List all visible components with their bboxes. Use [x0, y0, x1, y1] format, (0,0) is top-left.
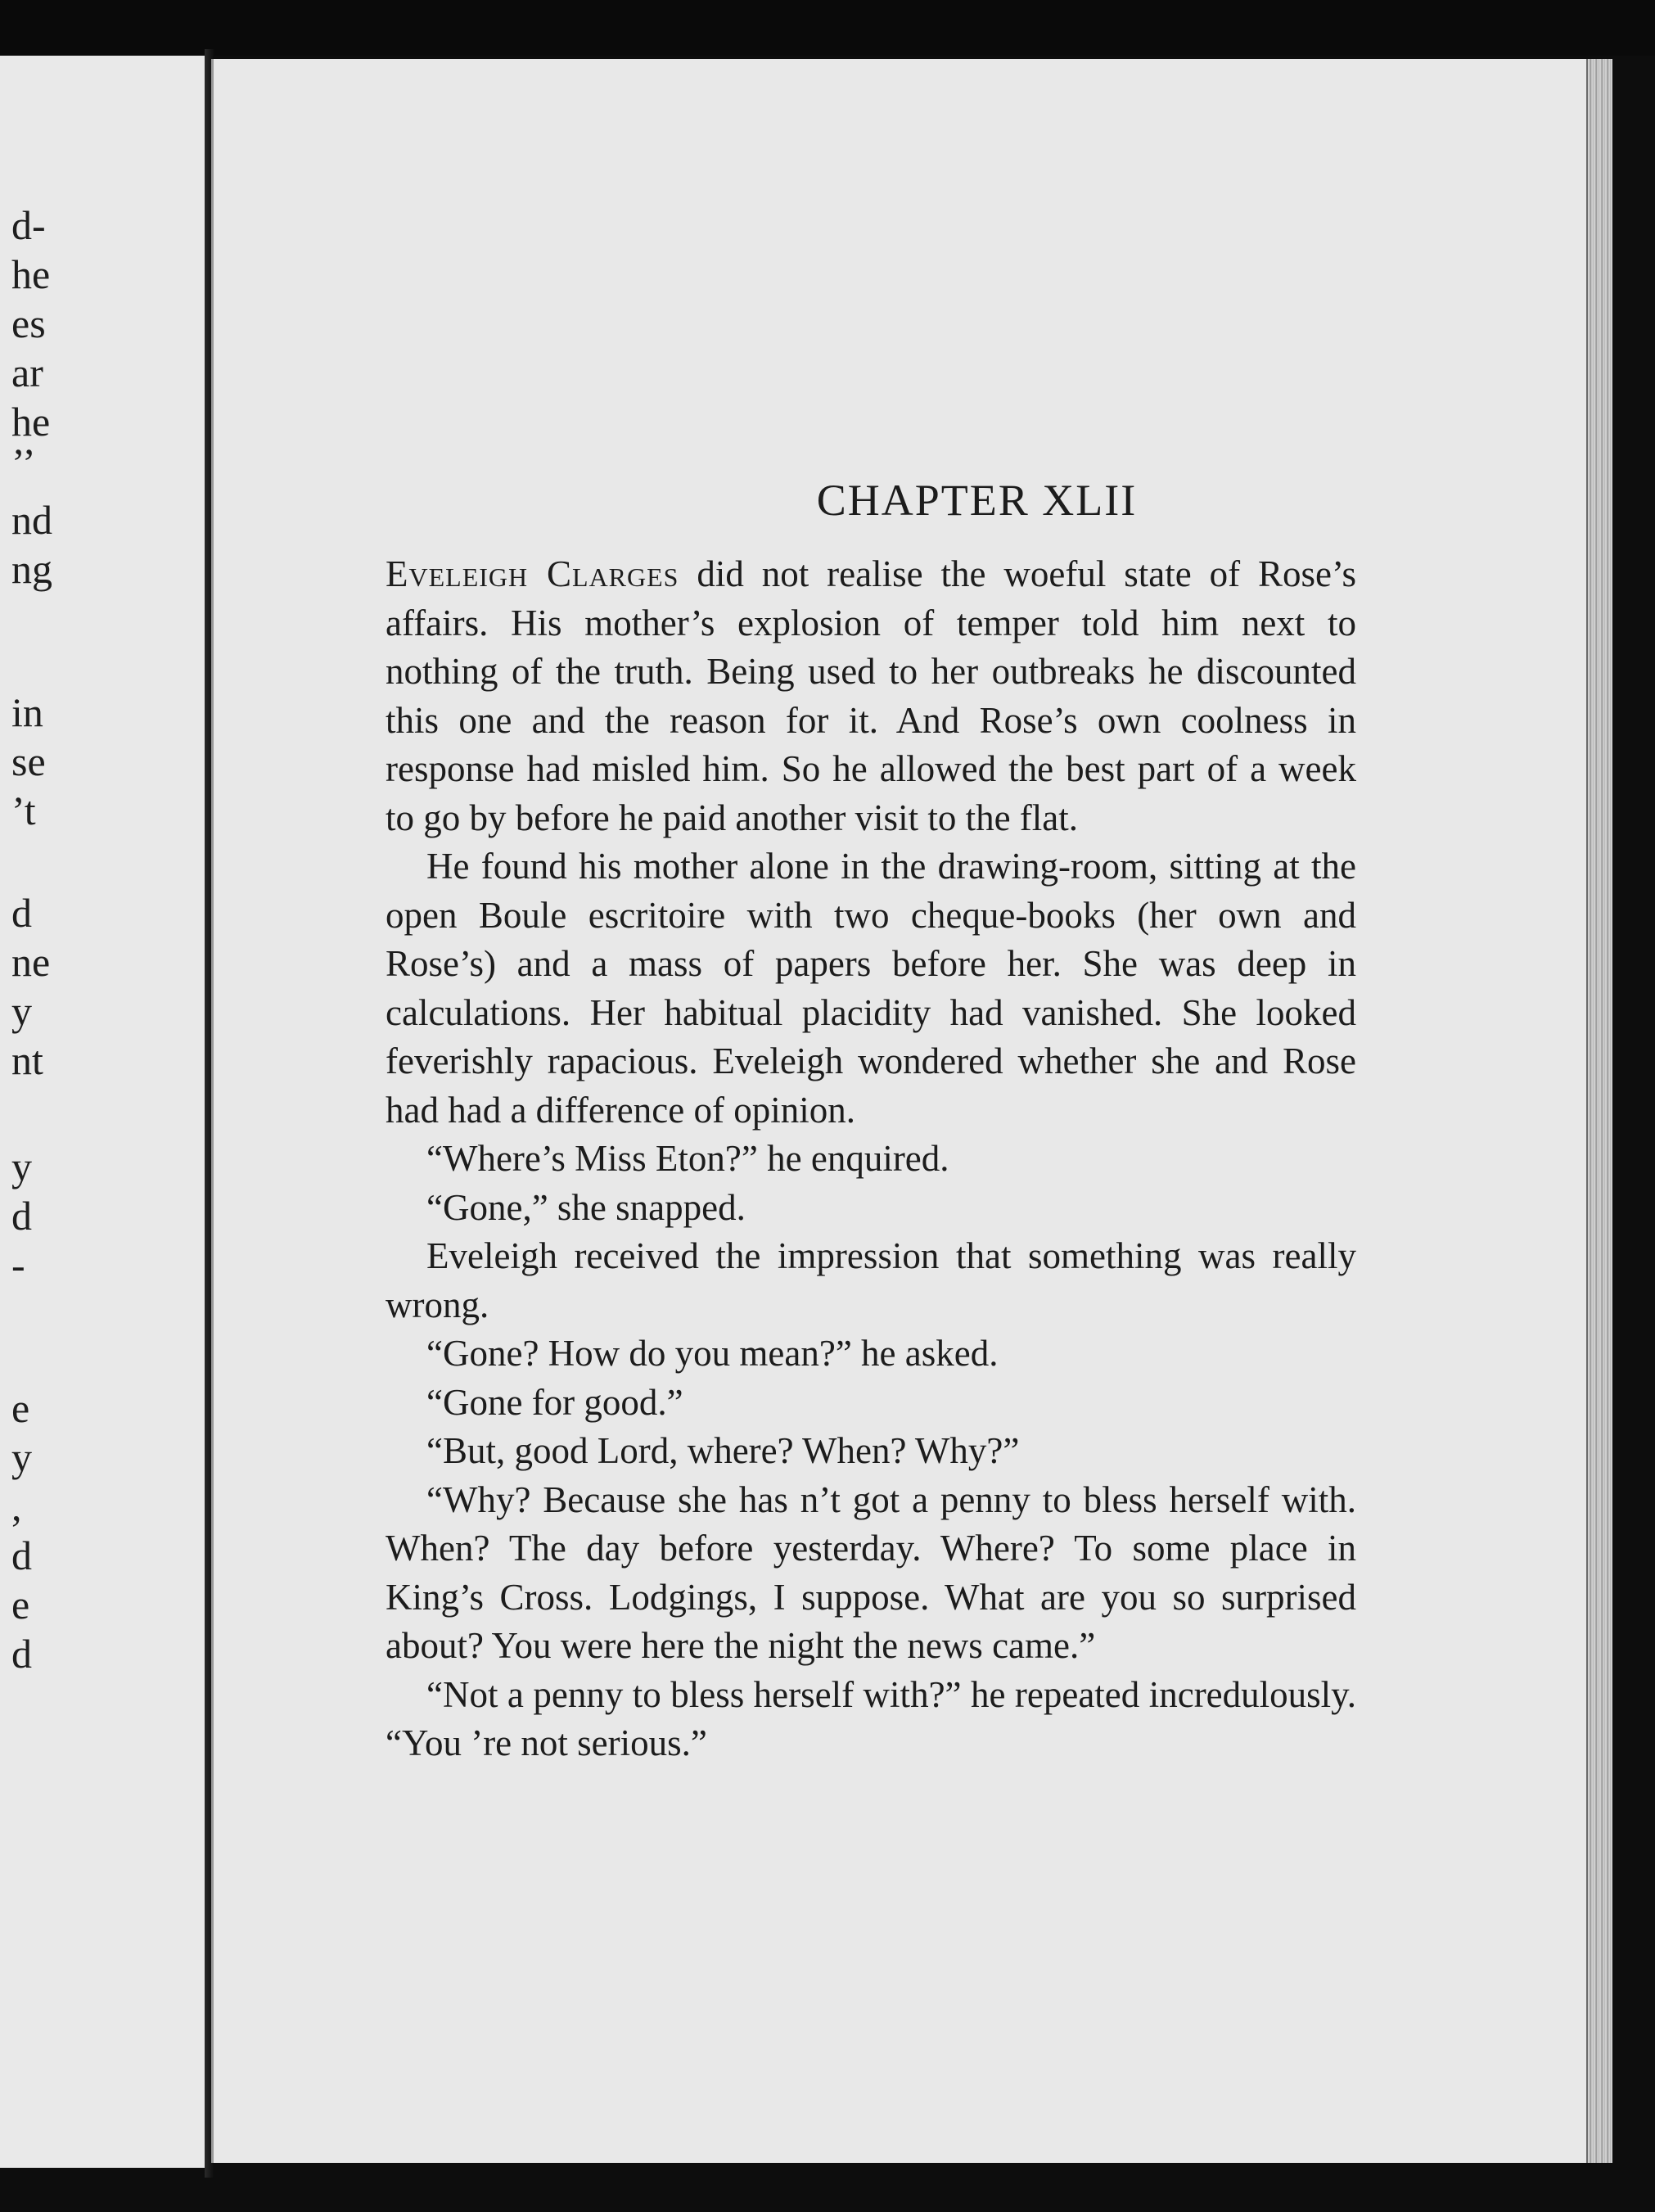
paragraph: Eveleigh received the impression that something was really wrong. — [386, 1235, 1356, 1325]
left-page-fragment: d- — [11, 202, 46, 248]
left-page-fragment: es — [11, 300, 46, 346]
left-page-fragment: e — [11, 1582, 30, 1627]
chapter-heading: CHAPTER XLII — [816, 476, 1138, 525]
left-page-fragment: y — [11, 1144, 32, 1190]
left-page-fragment: nd — [11, 497, 52, 543]
paragraph: “Gone,” she snapped. — [426, 1186, 746, 1228]
left-page-fragment: he — [11, 399, 51, 445]
right-page — [211, 59, 1589, 2163]
left-page-fragment: he — [11, 251, 51, 297]
page-stack-edge — [1586, 59, 1612, 2163]
left-page-fragment: nt — [11, 1037, 43, 1083]
left-page-fragment: d — [11, 890, 32, 936]
left-page-fragment: ne — [11, 939, 51, 985]
left-page-fragment: ar — [11, 350, 43, 395]
paragraph: “Where’s Miss Eton?” he enquired. — [426, 1138, 949, 1179]
body-text — [386, 550, 1356, 1768]
left-page-fragment: e — [11, 1385, 30, 1431]
left-page-fragment: , — [11, 1483, 22, 1529]
left-page-fragment: d — [11, 1193, 32, 1239]
opening-text: did not realise the woeful state of Rose’s affairs. His mother’s explosion of temper told him next to nothing of the truth. Being used to her outbreaks he discounted this one and the reason for it. And Rose’s own coolness in response had misled him. So he allowed the best part of a week to go by before he paid another visit to the flat. — [386, 553, 1356, 838]
opening-smallcaps: Eveleigh Clarges — [386, 553, 679, 594]
left-page-line-fragments — [0, 56, 205, 2168]
left-page-fragment: y — [11, 1434, 32, 1480]
opening-paragraph — [386, 550, 1356, 842]
paragraph: “Gone? How do you mean?” he asked. — [426, 1333, 999, 1374]
paragraph: “Gone for good.” — [426, 1381, 683, 1423]
left-page-fragment: - — [11, 1242, 25, 1288]
left-page-fragment: ’’ — [11, 440, 36, 485]
paragraph: “Why? Because she has n’t got a penny to bless herself with. When? The day before yesterday. Where? To some place in King’s Cross. Lodgings, I suppose. What are you so surprised about? You were here the night the news came.” — [386, 1478, 1356, 1666]
left-page-fragment: se — [11, 738, 46, 784]
left-facing-page — [0, 56, 205, 2168]
paragraph: “Not a penny to bless herself with?” he repeated incredulously. “You ’re not serious.” — [386, 1673, 1356, 1763]
paragraph: “But, good Lord, where? When? Why?” — [426, 1430, 1020, 1471]
scan-border-top — [0, 0, 1655, 56]
left-page-fragment: in — [11, 689, 43, 735]
left-page-fragment: d — [11, 1631, 32, 1677]
left-page-fragment: ng — [11, 546, 52, 592]
left-page-fragment: ’t — [11, 788, 36, 833]
left-page-fragment: d — [11, 1533, 32, 1578]
paragraph: He found his mother alone in the drawing-room, sitting at the open Boule escritoire with two cheque-books (her own and Rose’s) and a mass of papers before her. She was deep in calculations. Her habitual placidity had vanished. She looked feverishly rapacious. Eveleigh wondered whether she and Rose had had a difference of opinion. — [386, 846, 1356, 1131]
left-page-fragment: y — [11, 988, 32, 1034]
